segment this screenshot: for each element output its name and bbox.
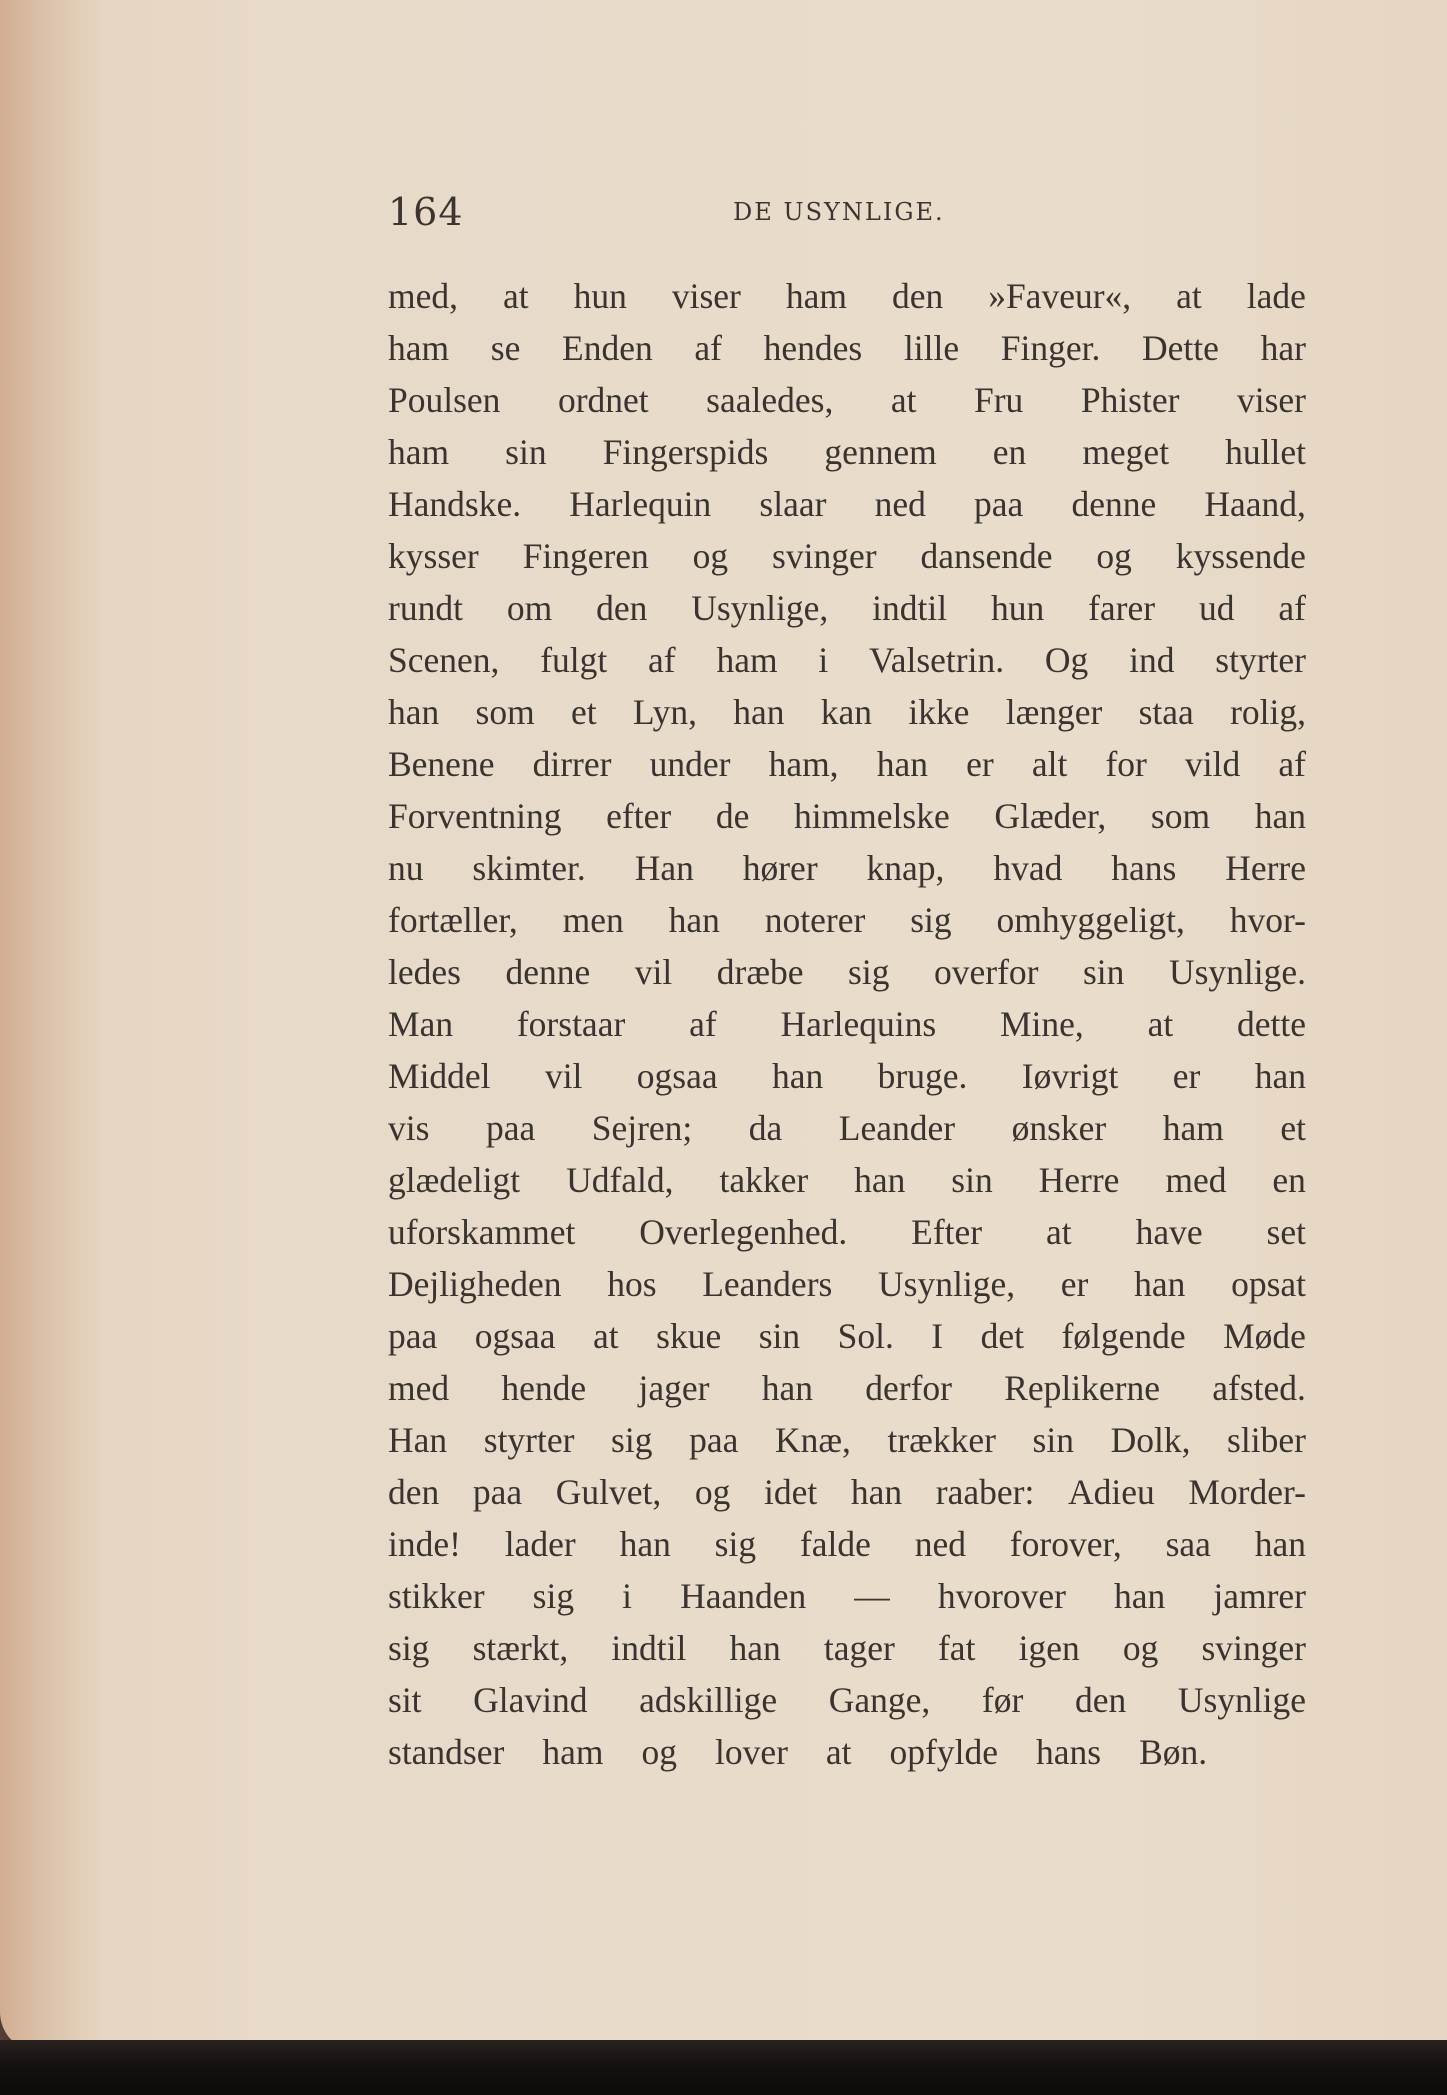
- text-line: paa ogsaa at skue sin Sol. I det følgende Møde: [388, 1316, 1306, 1356]
- text-line: standser ham og lover at opfylde hans Bøn.: [388, 1732, 1208, 1772]
- text-line: Dejligheden hos Leanders Usynlige, er han opsat: [388, 1264, 1306, 1304]
- text-line: Benene dirrer under ham, han er alt for vild af: [388, 744, 1306, 784]
- text-line: med, at hun viser ham den »Faveur«, at lade: [388, 276, 1306, 316]
- text-line: uforskammet Overlegenhed. Efter at have set: [388, 1212, 1306, 1252]
- text-line: kysser Fingeren og svinger dansende og kyssende: [388, 536, 1306, 576]
- text-line: Han styrter sig paa Knæ, trækker sin Dolk, sliber: [388, 1420, 1306, 1460]
- text-line: den paa Gulvet, og idet han raaber: Adieu Morder-: [388, 1472, 1306, 1512]
- text-line: stikker sig i Haanden — hvorover han jamrer: [388, 1576, 1306, 1616]
- page-edge-shadow: [0, 0, 110, 2052]
- text-line: sig stærkt, indtil han tager fat igen og svinger: [388, 1628, 1306, 1668]
- text-line: Handske. Harlequin slaar ned paa denne Haand,: [388, 484, 1306, 524]
- text-line: nu skimter. Han hører knap, hvad hans Herre: [388, 848, 1306, 888]
- text-line: ham sin Fingerspids gennem en meget hullet: [388, 432, 1306, 472]
- text-line: med hende jager han derfor Replikerne afsted.: [388, 1368, 1306, 1408]
- text-line: sit Glavind adskillige Gange, før den Usynlige: [388, 1680, 1306, 1720]
- page-header: [388, 190, 1308, 240]
- text-line: rundt om den Usynlige, indtil hun farer ud af: [388, 588, 1306, 628]
- text-line: fortæller, men han noterer sig omhyggeligt, hvor-: [388, 900, 1306, 940]
- text-line: vis paa Sejren; da Leander ønsker ham et: [388, 1108, 1306, 1148]
- text-line: Forventning efter de himmelske Glæder, som han: [388, 796, 1306, 836]
- text-line: ham se Enden af hendes lille Finger. Dette har: [388, 328, 1306, 368]
- text-line: Scenen, fulgt af ham i Valsetrin. Og ind styrter: [388, 640, 1306, 680]
- running-title: DE USYNLIGE.: [733, 198, 945, 226]
- text-line: ledes denne vil dræbe sig overfor sin Usynlige.: [388, 952, 1306, 992]
- text-line: inde! lader han sig falde ned forover, saa han: [388, 1524, 1306, 1564]
- scan-bottom-edge: [0, 2040, 1447, 2095]
- text-line: han som et Lyn, han kan ikke længer staa rolig,: [388, 692, 1306, 732]
- page-number: 164: [388, 190, 464, 234]
- text-line: Man forstaar af Harlequins Mine, at dette: [388, 1004, 1306, 1044]
- text-line: Poulsen ordnet saaledes, at Fru Phister viser: [388, 380, 1306, 420]
- text-line: Middel vil ogsaa han bruge. Iøvrigt er han: [388, 1056, 1306, 1096]
- text-line: glædeligt Udfald, takker han sin Herre med en: [388, 1160, 1306, 1200]
- body-text: [388, 270, 1306, 1778]
